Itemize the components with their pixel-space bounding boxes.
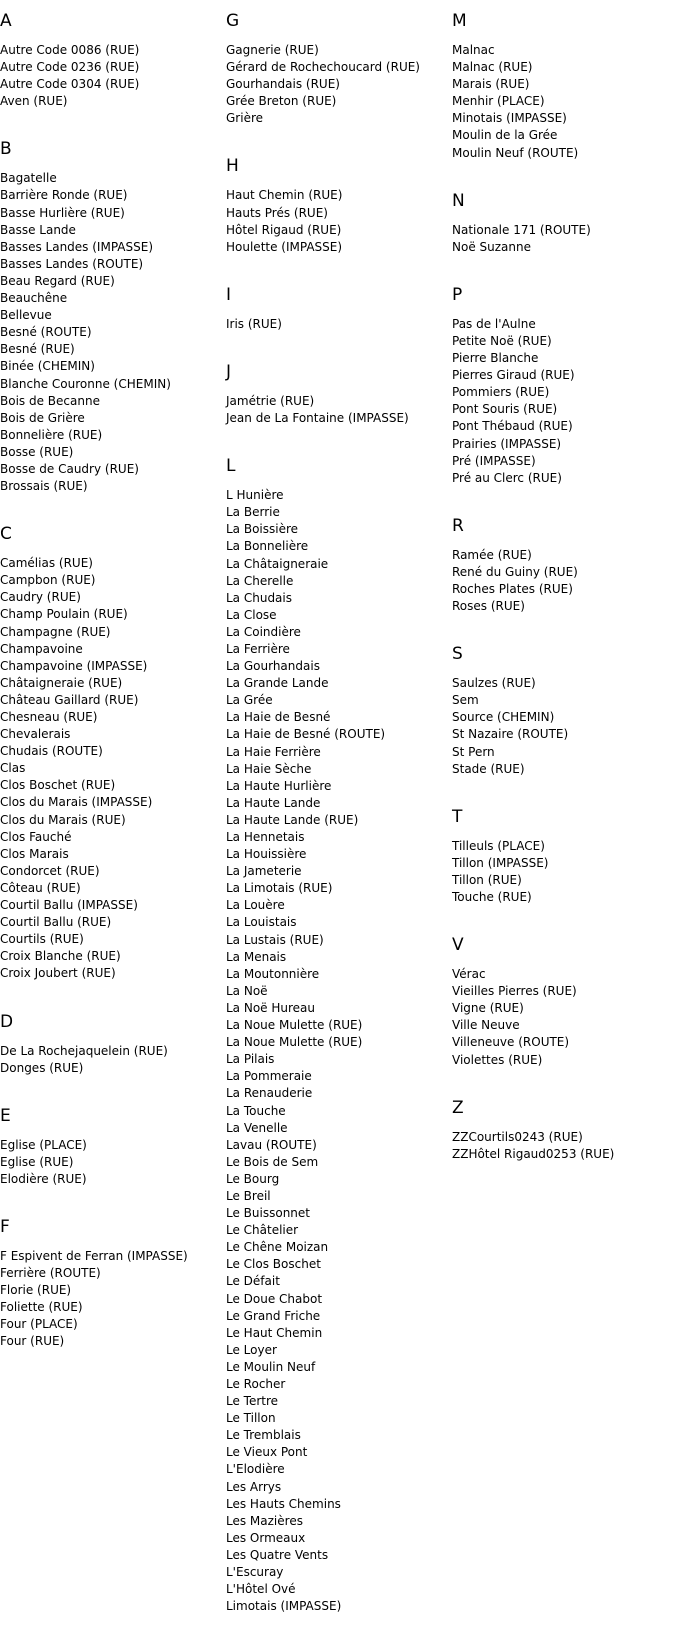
street-link[interactable]: La Hennetais [226, 830, 305, 844]
street-link[interactable]: Champ Poulain (RUE) [0, 607, 128, 622]
letter-heading: A [0, 11, 12, 31]
street-link[interactable]: Vigne (RUE) [452, 1001, 524, 1016]
street-link[interactable]: Haut Chemin (RUE) [226, 188, 343, 203]
street-link[interactable]: La Bonnelière [226, 539, 309, 554]
street-link[interactable]: Ville Neuve [452, 1018, 520, 1033]
street-link[interactable]: La Noë Hureau [226, 1000, 316, 1015]
street-link[interactable]: Gérard de Rochechoucard (RUE) [226, 60, 420, 75]
street-link[interactable]: Courtil Ballu (RUE) [0, 915, 112, 930]
letter-group [452, 934, 672, 1069]
street-link[interactable]: Moulin de la Grée [452, 128, 558, 143]
letter-heading: L [226, 456, 236, 477]
letter-heading: H [226, 156, 239, 177]
street-link[interactable]: Champavoine [0, 641, 83, 656]
street-link[interactable]: Les Hauts Chemins [226, 1496, 341, 1511]
street-link[interactable]: Croix Joubert (RUE) [0, 966, 116, 981]
street-link[interactable]: Pont Thébaud (RUE) [452, 419, 573, 434]
letter-heading: D [0, 1011, 14, 1032]
street-link[interactable]: Tillon (IMPASSE) [452, 855, 549, 870]
street-link[interactable]: La Haie Ferrière [226, 744, 321, 759]
street-link[interactable]: Autre Code 0304 (RUE) [0, 77, 140, 92]
street-link[interactable]: Violettes (RUE) [452, 1052, 543, 1067]
street-link[interactable]: Bosse de Caudry (RUE) [0, 461, 139, 476]
street-link[interactable]: Limotais (IMPASSE) [226, 1599, 342, 1614]
street-link[interactable]: Autre Code 0236 (RUE) [0, 60, 140, 75]
street-link[interactable]: La Venelle [226, 1120, 288, 1135]
letter-group [226, 155, 446, 255]
street-link[interactable]: Moulin Neuf (ROUTE) [452, 145, 579, 160]
street-link[interactable]: La Louistais [226, 915, 297, 930]
street-link[interactable]: Brossais (RUE) [0, 479, 88, 494]
street-link[interactable]: La Houissière [226, 847, 307, 862]
street-link[interactable]: ZZHôtel Rigaud0253 (RUE) [452, 1146, 615, 1161]
letter-heading: T [452, 806, 463, 827]
street-link[interactable]: Basses Landes (ROUTE) [0, 256, 144, 271]
street-link[interactable]: Clas [0, 761, 26, 776]
letter-heading: S [452, 644, 463, 665]
street-index-column-2 [226, 10, 446, 1643]
street-link[interactable]: Le Grand Friche [226, 1308, 321, 1323]
street-link[interactable]: La Berrie [226, 505, 280, 520]
street-link[interactable]: Beau Regard (RUE) [0, 273, 115, 288]
street-link[interactable]: Camélias (RUE) [0, 556, 93, 571]
street-link[interactable]: Barrière Ronde (RUE) [0, 188, 128, 203]
street-link[interactable]: Roses (RUE) [452, 599, 525, 614]
street-link[interactable]: Le Tremblais [226, 1428, 301, 1443]
street-link[interactable]: Le Châtelier [226, 1223, 299, 1238]
street-link[interactable]: Les Arrys [226, 1479, 282, 1494]
street-link[interactable]: Prairies (IMPASSE) [452, 436, 562, 451]
street-link[interactable]: La Chudais [226, 590, 292, 605]
letter-group [452, 10, 672, 162]
letter-group [452, 1097, 672, 1163]
street-link[interactable]: Pont Souris (RUE) [452, 402, 558, 417]
letter-group [452, 515, 672, 615]
street-link[interactable]: Roches Plates (RUE) [452, 581, 573, 596]
letter-heading: N [452, 190, 465, 211]
street-link[interactable]: Le Bois de Sem [226, 1154, 319, 1169]
street-link[interactable]: La Jameterie [226, 864, 302, 879]
street-link[interactable]: La Limotais (RUE) [226, 881, 333, 896]
letter-heading: V [452, 935, 464, 956]
letter-heading: C [0, 524, 12, 545]
street-link[interactable]: L'Elodière [226, 1462, 285, 1477]
street-link[interactable]: La Renauderie [226, 1086, 313, 1101]
street-link[interactable]: Gagnerie (RUE) [226, 43, 319, 57]
street-link[interactable]: Champagne (RUE) [0, 624, 111, 639]
street-link[interactable]: Le Vieux Pont [226, 1445, 308, 1460]
street-link[interactable]: Le Breil [226, 1188, 271, 1203]
letter-heading: J [226, 361, 232, 382]
street-link[interactable]: Le Tillon [226, 1411, 276, 1426]
street-link[interactable]: Pré au Clerc (RUE) [452, 470, 562, 485]
street-link[interactable]: Le Moulin Neuf [226, 1359, 316, 1374]
street-link[interactable]: St Pern [452, 744, 495, 759]
street-link[interactable]: Gourhandais (RUE) [226, 77, 340, 92]
street-link[interactable]: Autre Code 0086 (RUE) [0, 43, 140, 57]
street-link[interactable]: Nationale 171 (ROUTE) [452, 222, 591, 237]
street-link[interactable]: Jamétrie (RUE) [226, 393, 315, 408]
street-link[interactable]: La Boissière [226, 522, 299, 537]
street-link[interactable]: Florie (RUE) [0, 1283, 72, 1298]
letter-group [0, 1216, 220, 1351]
street-link[interactable]: Le Bourg [226, 1171, 280, 1186]
street-link[interactable]: La Noue Mulette (RUE) [226, 1018, 363, 1033]
street-link[interactable]: La Haute Hurlière [226, 778, 332, 793]
street-link[interactable]: Le Rocher [226, 1377, 286, 1391]
street-link[interactable]: Clos Boschet (RUE) [0, 778, 116, 793]
letter-group [0, 523, 220, 982]
street-link[interactable]: Bosse (RUE) [0, 444, 74, 459]
letter-heading: F [0, 1216, 10, 1237]
street-link[interactable]: Le Buissonnet [226, 1206, 310, 1221]
street-link[interactable]: Four (RUE) [0, 1334, 65, 1349]
street-link[interactable]: Châtaigneraie (RUE) [0, 675, 123, 690]
street-link[interactable]: Malnac (RUE) [452, 60, 533, 75]
street-link[interactable]: Menhir (PLACE) [452, 94, 545, 109]
street-link[interactable]: Foliette (RUE) [0, 1300, 83, 1315]
street-link[interactable]: F Espivent de Ferran (IMPASSE) [0, 1248, 188, 1263]
street-link[interactable]: Pierre Blanche [452, 351, 539, 366]
street-link[interactable]: La Châtaigneraie [226, 556, 329, 571]
street-link[interactable]: Basse Lande [0, 222, 76, 237]
street-link[interactable]: Touche (RUE) [452, 890, 532, 904]
street-link[interactable]: Blanche Couronne (CHEMIN) [0, 376, 171, 391]
street-link[interactable]: La Haute Lande (RUE) [226, 812, 359, 827]
street-link[interactable]: La Cherelle [226, 573, 294, 588]
street-link[interactable]: Vérac [452, 967, 486, 982]
street-link[interactable]: Pommiers (RUE) [452, 385, 550, 400]
street-link[interactable]: Clos du Marais (IMPASSE) [0, 795, 153, 810]
street-link[interactable]: La Haute Lande [226, 795, 321, 810]
street-link[interactable]: La Pilais [226, 1052, 275, 1067]
street-link[interactable]: Saulzes (RUE) [452, 676, 536, 691]
street-link[interactable]: Chesneau (RUE) [0, 710, 98, 724]
street-link[interactable]: Iris (RUE) [226, 316, 282, 331]
street-link[interactable]: La Touche [226, 1103, 286, 1118]
street-link[interactable]: La Noue Mulette (RUE) [226, 1035, 363, 1050]
street-link[interactable]: Pierres Giraud (RUE) [452, 368, 575, 383]
letter-heading: M [452, 11, 467, 31]
street-link[interactable]: La Pommeraie [226, 1069, 312, 1084]
letter-group [452, 190, 672, 256]
street-link[interactable]: Les Mazières [226, 1513, 303, 1528]
letter-group [0, 1105, 220, 1188]
letter-group [0, 10, 220, 110]
street-link[interactable]: Chevalerais [0, 727, 71, 742]
letter-heading: B [0, 139, 12, 160]
street-link[interactable]: Ferrière (ROUTE) [0, 1266, 101, 1281]
street-link[interactable]: L'Escuray [226, 1565, 284, 1580]
street-link[interactable]: La Grée [226, 693, 273, 708]
street-link[interactable]: Minotais (IMPASSE) [452, 111, 567, 126]
street-link[interactable]: Elodière (RUE) [0, 1171, 87, 1186]
street-link[interactable]: Hôtel Rigaud (RUE) [226, 222, 342, 237]
street-link[interactable]: Campbon (RUE) [0, 573, 96, 588]
street-link[interactable]: La Grande Lande [226, 676, 329, 691]
letter-heading: E [0, 1105, 11, 1126]
street-link[interactable]: Petite Noë (RUE) [452, 333, 552, 348]
letter-group [226, 361, 446, 427]
street-link[interactable]: La Coindière [226, 624, 301, 639]
street-link[interactable]: Chudais (ROUTE) [0, 744, 103, 759]
street-link[interactable]: La Haie de Besné [226, 710, 331, 725]
street-link[interactable]: Clos Fauché [0, 829, 72, 844]
street-link[interactable]: Beauchêne [0, 291, 68, 306]
street-link[interactable]: Grée Breton (RUE) [226, 94, 337, 109]
street-link[interactable]: La Gourhandais [226, 659, 320, 674]
street-link[interactable]: Marais (RUE) [452, 77, 530, 92]
street-link[interactable]: L Hunière [226, 488, 284, 503]
street-link[interactable]: L'Hôtel Ové [226, 1582, 296, 1597]
letter-group [452, 806, 672, 906]
street-link[interactable]: La Noë [226, 983, 268, 998]
street-link[interactable]: Tilleuls (PLACE) [452, 838, 545, 853]
street-link[interactable]: Basse Hurlière (RUE) [0, 205, 125, 220]
letter-group [226, 284, 446, 333]
letter-group [0, 138, 220, 495]
letter-group [0, 1011, 220, 1077]
street-link[interactable]: Houlette (IMPASSE) [226, 239, 343, 254]
street-link[interactable]: Le Doue Chabot [226, 1291, 323, 1306]
street-link[interactable]: La Lustais (RUE) [226, 932, 324, 947]
street-link[interactable]: Eglise (RUE) [0, 1154, 74, 1169]
street-link[interactable]: Champavoine (IMPASSE) [0, 658, 148, 673]
street-link[interactable]: Jean de La Fontaine (IMPASSE) [226, 411, 409, 426]
street-link[interactable]: Hauts Prés (RUE) [226, 205, 328, 220]
street-link[interactable]: Four (PLACE) [0, 1317, 78, 1332]
street-link[interactable]: Source (CHEMIN) [452, 710, 555, 725]
street-link[interactable]: La Ferrière [226, 641, 290, 656]
street-link[interactable]: La Menais [226, 949, 287, 964]
street-link[interactable]: ZZCourtils0243 (RUE) [452, 1129, 583, 1144]
street-link[interactable]: La Moutonnière [226, 966, 320, 981]
street-link[interactable]: Lavau (ROUTE) [226, 1137, 317, 1152]
street-index-column-3 [452, 10, 672, 1191]
street-link[interactable]: La Haie de Besné (ROUTE) [226, 727, 386, 742]
street-link[interactable]: Donges (RUE) [0, 1060, 84, 1075]
street-link[interactable]: Eglise (PLACE) [0, 1137, 87, 1152]
street-link[interactable]: Croix Blanche (RUE) [0, 949, 121, 964]
street-link[interactable]: Vieilles Pierres (RUE) [452, 984, 577, 999]
street-link[interactable]: Le Loyer [226, 1342, 277, 1357]
street-link[interactable]: Le Tertre [226, 1394, 279, 1409]
street-link[interactable]: Binée (CHEMIN) [0, 359, 95, 374]
street-link[interactable]: Bonnelière (RUE) [0, 427, 103, 442]
letter-heading: R [452, 515, 464, 536]
street-link[interactable]: Bois de Becanne [0, 393, 100, 408]
street-link[interactable]: Les Quatre Vents [226, 1547, 329, 1562]
street-link[interactable]: Malnac [452, 43, 495, 57]
street-link[interactable]: Grière [226, 111, 264, 126]
street-link[interactable]: Noë Suzanne [452, 239, 531, 254]
street-index-column-1 [0, 10, 220, 1379]
street-link[interactable]: Côteau (RUE) [0, 880, 81, 895]
street-link[interactable]: Bois de Grière [0, 410, 85, 425]
street-link[interactable]: Bellevue [0, 308, 52, 323]
letter-group [226, 455, 446, 1615]
street-link[interactable]: Tillon (RUE) [452, 872, 522, 887]
street-link[interactable]: Basses Landes (IMPASSE) [0, 239, 153, 254]
street-link[interactable]: La Louère [226, 898, 285, 913]
street-link[interactable]: Ramée (RUE) [452, 547, 532, 562]
street-link[interactable]: Les Ormeaux [226, 1530, 306, 1545]
street-link[interactable]: Château Gaillard (RUE) [0, 692, 139, 707]
street-link[interactable]: Le Haut Chemin [226, 1325, 323, 1340]
letter-heading: G [226, 11, 240, 31]
street-link[interactable]: Le Chêne Moizan [226, 1240, 329, 1255]
letter-group [452, 643, 672, 778]
street-link[interactable]: Le Défait [226, 1274, 280, 1289]
street-link[interactable]: La Haie Sèche [226, 761, 312, 776]
street-link[interactable]: Bagatelle [0, 171, 57, 186]
letter-group [226, 10, 446, 127]
street-link[interactable]: Clos du Marais (RUE) [0, 812, 126, 827]
street-link[interactable]: René du Guiny (RUE) [452, 564, 578, 579]
street-link[interactable]: Clos Marais [0, 846, 69, 861]
street-link[interactable]: Aven (RUE) [0, 94, 68, 109]
street-link[interactable]: Besné (ROUTE) [0, 325, 92, 340]
letter-heading: P [452, 284, 463, 305]
street-link[interactable]: Pré (IMPASSE) [452, 453, 536, 468]
letter-group [452, 284, 672, 487]
street-link[interactable]: Courtils (RUE) [0, 932, 84, 947]
street-link[interactable]: Pas de l'Aulne [452, 316, 536, 331]
street-link[interactable]: Stade (RUE) [452, 761, 525, 776]
street-link[interactable]: Le Clos Boschet [226, 1257, 321, 1272]
letter-heading: I [226, 284, 232, 305]
street-link[interactable]: Courtil Ballu (IMPASSE) [0, 898, 138, 913]
street-link[interactable]: Besné (RUE) [0, 342, 75, 357]
letter-heading: Z [452, 1097, 464, 1118]
street-link[interactable]: Condorcet (RUE) [0, 863, 100, 878]
street-link[interactable]: St Nazaire (ROUTE) [452, 727, 569, 742]
street-link[interactable]: La Close [226, 607, 277, 622]
street-link[interactable]: De La Rochejaquelein (RUE) [0, 1043, 168, 1058]
street-link[interactable]: Villeneuve (ROUTE) [452, 1035, 570, 1050]
street-link[interactable]: Sem [452, 693, 479, 708]
street-link[interactable]: Caudry (RUE) [0, 590, 81, 605]
